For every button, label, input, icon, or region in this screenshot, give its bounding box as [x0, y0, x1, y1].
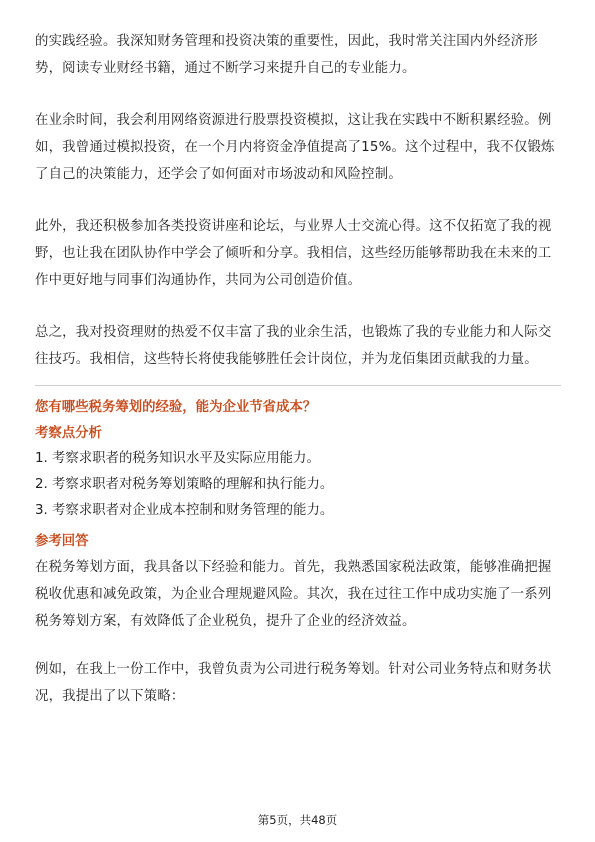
answer-paragraph: 在税务筹划方面，我具备以下经验和能力。首先，我熟悉国家税法政策，能够准确把握税收优惠和减免政策，为企业合理规避风险。其次，我在过往工作中成功实施了一系列税务筹划方案，有效降低了企业税负，提升了企业的经济效益。: [35, 560, 552, 629]
body-paragraph: 的实践经验。我深知财务管理和投资决策的重要性，因此，我时常关注国内外经济形势，阅读专业财经书籍，通过不断学习来提升自己的专业能力。: [35, 34, 538, 76]
section-divider: [35, 385, 561, 386]
answer-title: 参考回答: [35, 534, 89, 549]
answer-paragraph: 例如，在我上一份工作中，我曾负责为公司进行税务筹划。针对公司业务特点和财务状况，我提出了以下策略：: [35, 662, 552, 704]
analysis-title: 考察点分析: [35, 426, 102, 441]
interview-question: 您有哪些税务筹划的经验，能为企业节省成本？: [35, 400, 317, 415]
analysis-item: 3. 考察求职者对企业成本控制和财务管理的能力。: [35, 503, 334, 518]
document-page: [35, 28, 561, 710]
body-paragraph: 此外，我还积极参加各类投资讲座和论坛，与业界人士交流心得。这不仅拓宽了我的视野，也让我在团队协作中学会了倾听和分享。我相信，这些经历能够帮助我在未来的工作中更好地与同事们沟通协作，共同为公司创造价值。: [35, 219, 552, 288]
analysis-item: 2. 考察求职者对税务筹划策略的理解和执行能力。: [35, 477, 334, 492]
body-paragraph: 在业余时间，我会利用网络资源进行股票投资模拟，这让我在实践中不断积累经验。例如，我曾通过模拟投资，在一个月内将资金净值提高了15%。这个过程中，我不仅锻炼了自己的决策能力，还学会了如何面对市场波动和风险控制。: [35, 113, 555, 182]
page-number: 第5页，共48页: [257, 813, 338, 827]
body-paragraph: 总之，我对投资理财的热爱不仅丰富了我的业余生活，也锻炼了我的专业能力和人际交往技巧。我相信，这些特长将使我能够胜任会计岗位，并为龙佰集团贡献我的力量。: [35, 325, 552, 367]
analysis-item: 1. 考察求职者的税务知识水平及实际应用能力。: [35, 451, 320, 466]
